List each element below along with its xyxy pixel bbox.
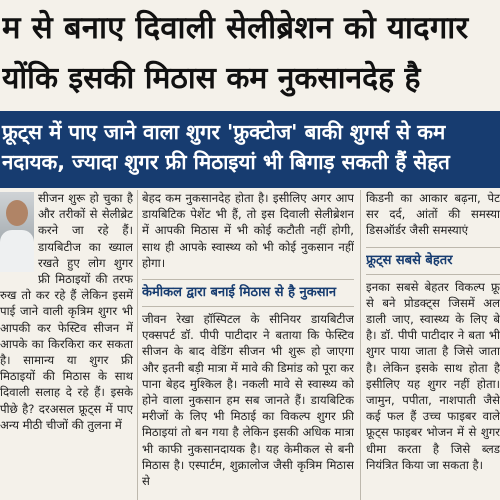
column-2-text-top: बेहद कम नुकसानदेह होता है। इसीलिए अगर आप डायबिटिक पेशेंट भी हैं, तो इस दिवाली सेलीब्रेशन में आपकी मिठास में भी कोई कटौती नहीं होगी, साथ ही आपके स्वास्थ्य को भी कोई नुकसान नहीं होगा। bbox=[142, 191, 354, 270]
subheadline-banner bbox=[0, 111, 500, 188]
article-column-1 bbox=[0, 190, 133, 500]
headline-line-2: योंकि इसकी मिठास कम नुकसानदेह है bbox=[2, 61, 421, 96]
article-column-3 bbox=[366, 190, 500, 500]
article-column-2 bbox=[142, 190, 354, 500]
column-3-subhead: फ्रूट्स सबसे बेहतर bbox=[366, 247, 500, 275]
subheadline-line-2: नदायक, ज्यादा शुगर फ्री मिठाइयां भी बिगाड़ सकती हैं सेहत bbox=[2, 150, 450, 174]
column-2-text-bottom: जीवन रेखा हॉस्पिटल के सीनियर डायबिटीज एक्सपर्ट डॉ. पीपी पाटीदार ने बताया कि फेस्टिव सीजन के बाद वेडिंग सीजन भी शुरू हो जाएगा और इतनी बड़ी मात्रा में मावे की डिमांड को पूरा कर पाना बेहद मुश्किल है। नकली मावे से स्वास्थ्य को होने वाला नुकसान हम सब जानते हैं। डायबिटिक मरीजों के लिए भी मिठाई का विकल्प शुगर फ्री मिठाइयां तो बन गया है लेकिन इसकी अधिक मात्रा भी काफी नुकसानदायक है। यह केमीकल से बनी मिठास है। एस्पार्टम, शुक्रालोज जैसी कृत्रिम मिठास से bbox=[142, 312, 354, 489]
doctor-photo bbox=[0, 192, 34, 272]
column-1-text: सीजन शुरू हो चुका है और तरीकों से सेलीब्रेट करने जा रहे हैं। डायबिटीज का ख्याल रखते हुए लोग शुगर फ्री मिठाइयों की तरफ रुख तो कर रहे हैं लेकिन इसमें पाई जाने वाली कृत्रिम शुगर भी आपकी कर फेस्टिव सीजन में आपके का किरकिरा कर सकता है। सामान्य या शुगर फ्री मिठाइयों की मिठास के साथ दिवाली सलाह दे रहे हैं। इसके पीछे है? दरअसल फ्रूट्स में पाए अन्य मीठी चीजों की तुलना में bbox=[0, 191, 133, 432]
column-divider bbox=[137, 190, 138, 500]
subheadline-line-1: फ्रूट्स में पाए जाने वाला शुगर 'फ्रुक्टोज' बाकी शुगर्स से कम bbox=[2, 120, 446, 144]
photo-coat bbox=[0, 230, 34, 272]
column-3-text-top: किडनी का आकार बढ़ना, पेट सर दर्द, आंतों की समस्या डिसऑर्डर जैसी समस्याएं bbox=[366, 191, 500, 238]
column-divider bbox=[360, 190, 361, 500]
column-2-subhead: केमीकल द्वारा बनाई मिठास से है नुकसान bbox=[142, 279, 354, 307]
column-3-text-bottom: इनका सबसे बेहतर विकल्प फ्रू से बने प्रोडक्ट्स जिसमें अल डाली जाए, स्वास्थ्य के लिए बे है। डॉ. पीपी पाटीदार ने बता भी शुगर पाया जाता है जिसे जाता है। लेकिन इसके साथ होता है इसीलिए यह शुगर नहीं होता। जामुन, पपीता, नाशपाती जैसे कई फल हैं उच्च फाइबर वाले फ्रूट्स फाइबर भोजन में से शुगर धीमा करता है जिसे ब्लड नियंत्रित किया जा सकता है। bbox=[366, 279, 500, 472]
photo-face bbox=[6, 200, 28, 226]
headline-line-1: म से बनाए दिवाली सेलीब्रेशन को यादगार bbox=[2, 10, 469, 46]
